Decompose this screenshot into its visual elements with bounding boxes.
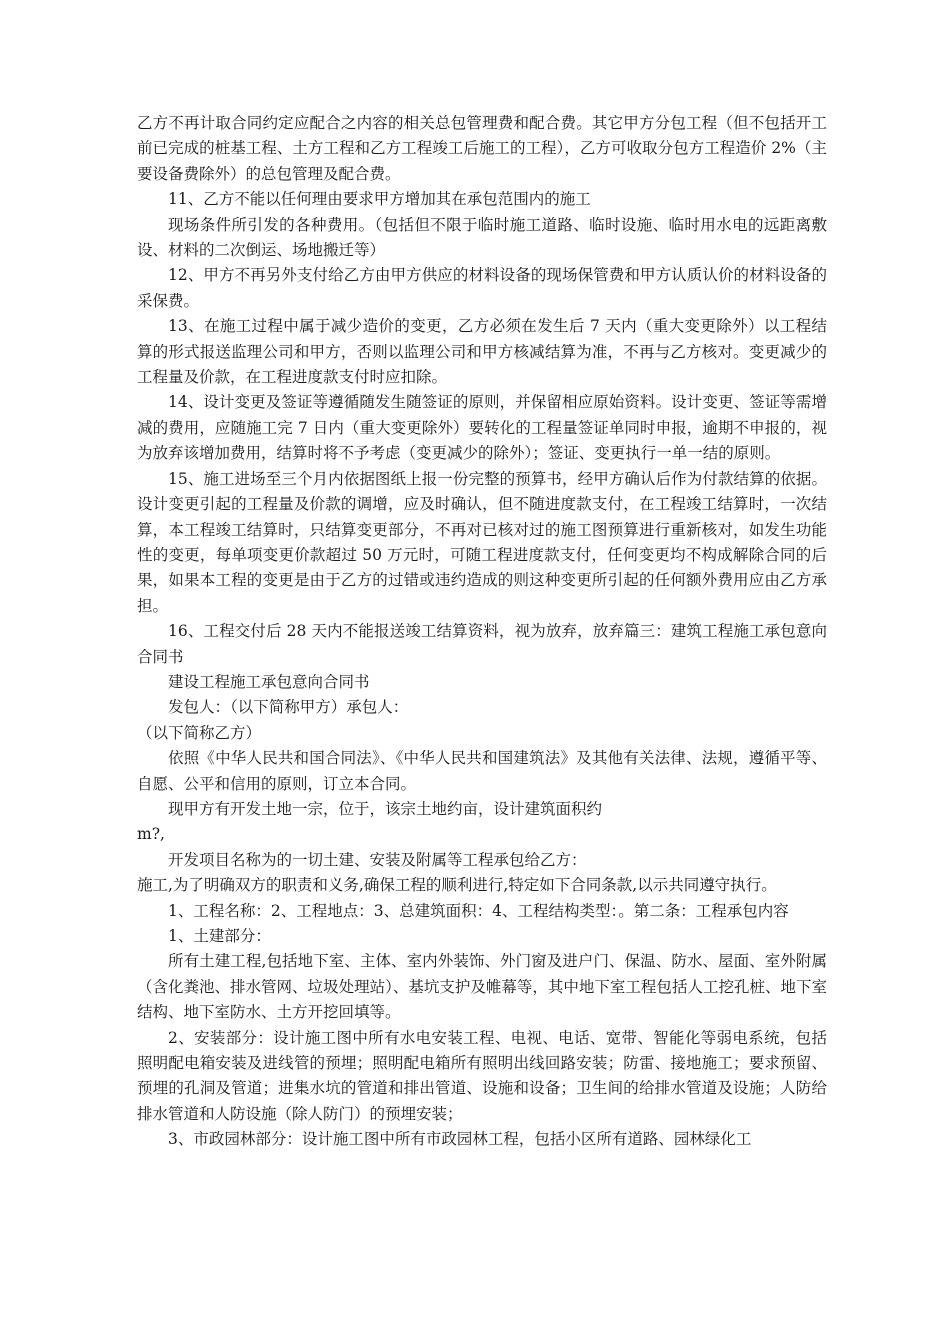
civil-works-heading: 1、土建部分： <box>168 927 271 945</box>
clause-11: 11、乙方不能以任何理由要求甲方增加其在承包范围内的施工 <box>168 190 591 209</box>
clause-12: 12、甲方不再另外支付给乙方由甲方供应的材料设备的现场保管费和甲方认质认价的材料设备的采保费。 <box>137 266 827 310</box>
area-unit: m?, <box>137 825 165 844</box>
paragraph-general-contract-fee: 乙方不再计取合同约定应配合之内容的相关总包管理费和配合费。其它甲方分包工程（但不包括开工前已完成的桩基工程、土方工程和乙方工程竣工后施工的工程），乙方可收取分包方工程造价 2%（主要设备费除外）的总包管理及配合费。 <box>137 114 827 183</box>
municipal-landscape-works: 3、市政园林部分：设计施工图中所有市政园林工程，包括小区所有道路、园林绿化工 <box>168 1130 752 1149</box>
purpose-statement: 施工,为了明确双方的职责和义务,确保工程的顺利进行,特定如下合同条款,以示共同遵守执行。 <box>137 876 777 895</box>
land-description: 现甲方有开发土地一宗，位于，该宗土地约亩，设计建筑面积约 <box>168 799 603 818</box>
clause-15: 15、施工进场至三个月内依据图纸上报一份完整的预算书，经甲方确认后作为付款结算的依据。设计变更引起的工程量及价款的调增，应及时确认，但不随进度款支付，在工程竣工结算时，一次结算，本工程竣工结算时，只结算变更部分，不再对已核对过的施工图预算进行重新核对，如发生功能性的变更，每单项变更价款超过 50 万元时，可随工程进度款支付，任何变更均不构成解除合同的后果，如果本工程的变更是由于乙方的过错或违约造成的则这种变更所引起的任何额外费用应由乙方承担。 <box>137 469 827 615</box>
installation-works: 2、安装部分：设计施工图中所有水电安装工程、电视、电话、宽带、智能化等弱电系统，包括照明配电箱安装及进线管的预埋；照明配电箱所有照明出线回路安装；防雷、接地施工；要求预留、预埋的孔洞及管道；进集水坑的管道和排出管道、设施和设备；卫生间的给排水管道及设施；人防给排水管道和人防设施（除人防门）的预埋安装； <box>137 1028 827 1123</box>
party-contractor-note: （以下简称乙方） <box>137 723 262 742</box>
clause-13: 13、在施工过程中属于减少造价的变更，乙方必须在发生后 7 天内（重大变更除外）以工程结算的形式报送监理公司和甲方，否则以监理公司和甲方核减结算为准，不再与乙方核对。变更减少的工程量及价款，在工程进度款支付时应扣除。 <box>137 317 827 387</box>
clause-16: 16、工程交付后 28 天内不能报送竣工结算资料，视为放弃，放弃篇三：建筑工程施工承包意向合同书 <box>137 622 827 666</box>
article-one-items: 1、工程名称：2、工程地点：3、总建筑面积：4、工程结构类型：。第二条：工程承包内容 <box>168 901 789 920</box>
project-name: 开发项目名称为的一切土建、安装及附属等工程承包给乙方： <box>168 850 587 869</box>
clause-14: 14、设计变更及签证等遵循随发生随签证的原则，并保留相应原始资料。设计变更、签证等需增减的费用，应随施工完 7 日内（重大变更除外）要转化的工程量签证单同时申报，逾期不申报的，视为放弃该增加费用，结算时将不予考虑（变更减少的除外）；签证、变更执行一单一结的原则。 <box>137 393 827 463</box>
party-employer: 发包人：（以下简称甲方）承包人： <box>168 698 409 717</box>
clause-11-continued: 现场条件所引发的各种费用。（包括但不限于临时施工道路、临时设施、临时用水电的远距离敷设、材料的二次倒运、场地搬迁等） <box>137 215 827 260</box>
contract-title: 建设工程施工承包意向合同书 <box>168 672 370 691</box>
legal-basis: 依照《中华人民共和国合同法》、《中华人民共和国建筑法》及其他有关法律、法规，遵循平等、自愿、公平和信用的原则，订立本合同。 <box>137 749 827 793</box>
civil-works-detail: 所有土建工程,包括地下室、主体、室内外装饰、外门窗及进户门、保温、防水、屋面、室外附属（含化粪池、排水管网、垃圾处理站）、基坑支护及帷幕等，其中地下室工程包括人工挖孔桩、地下室结构、地下室防水、土方开挖回填等。 <box>137 952 827 1022</box>
document-page <box>137 111 827 1153</box>
